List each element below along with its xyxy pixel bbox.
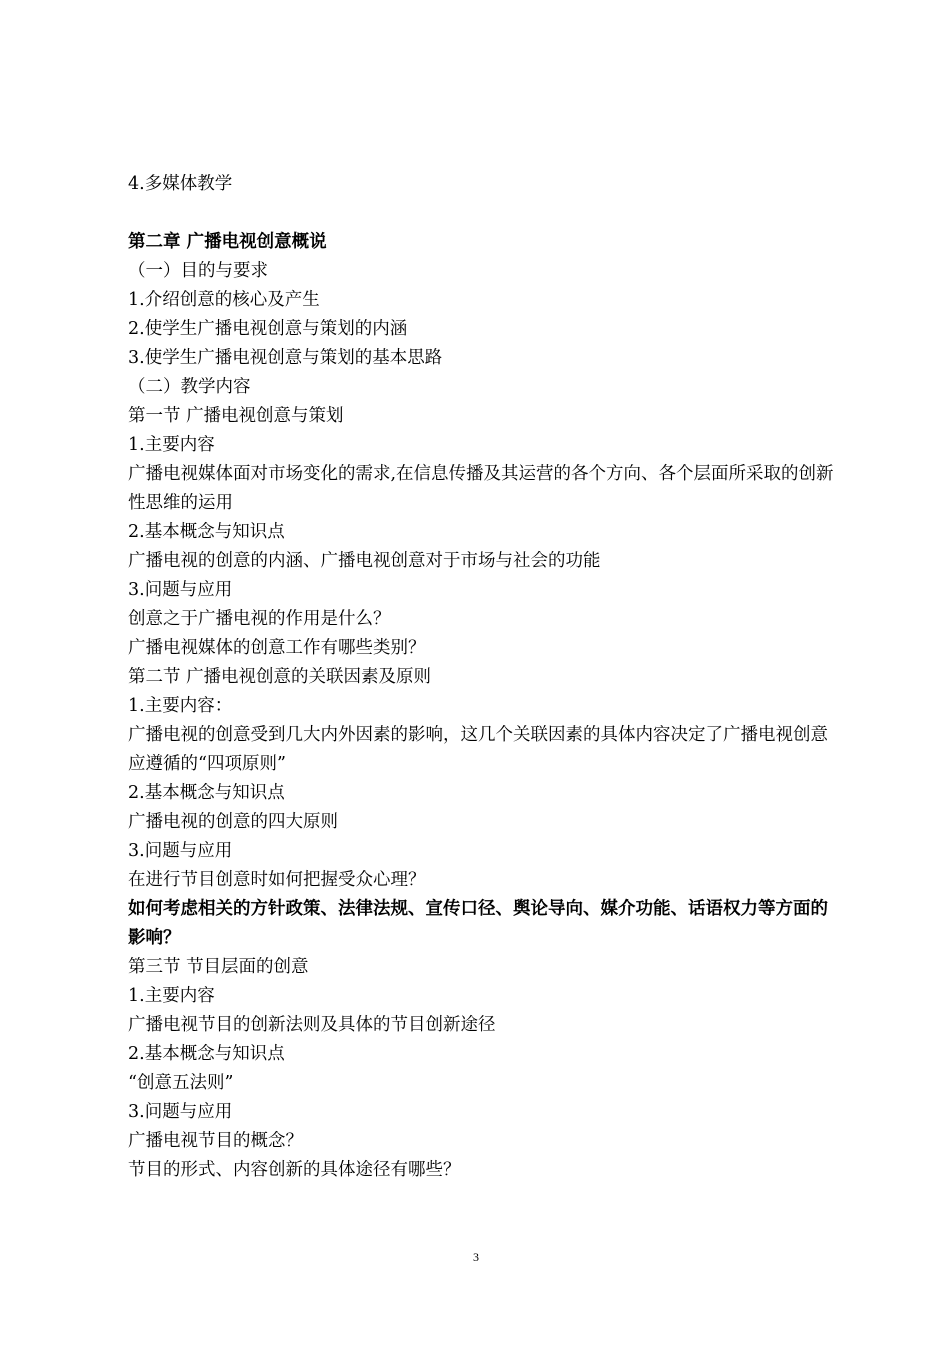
body-line: 1.主要内容 [128, 986, 215, 1006]
body-line: 广播电视的创意的内涵、广播电视创意对于市场与社会的功能 [128, 551, 601, 571]
chapter-heading: 第二章 广播电视创意概说 [128, 232, 327, 252]
subsection-heading: 第一节 广播电视创意与策划 [128, 406, 344, 426]
body-line: 广播电视节目的创新法则及具体的节目创新途径 [128, 1015, 496, 1035]
body-line: 1.介绍创意的核心及产生 [128, 290, 320, 310]
body-line: 3.问题与应用 [128, 580, 233, 600]
body-paragraph: 广播电视的创意受到几大内外因素的影响，这几个关联因素的具体内容决定了广播电视创意应遵循的“四项原则” [128, 725, 828, 774]
section-heading: （一）目的与要求 [128, 261, 268, 281]
document-body [128, 170, 840, 1185]
body-line: 2.基本概念与知识点 [128, 522, 285, 542]
body-line: 2.基本概念与知识点 [128, 1044, 285, 1064]
question-line: 广播电视节目的概念？ [128, 1131, 303, 1151]
body-line: 1.主要内容 [128, 435, 215, 455]
body-line: 3.使学生广播电视创意与策划的基本思路 [128, 348, 443, 368]
question-paragraph-bold: 如何考虑相关的方针政策、法律法规、宣传口径、舆论导向、媒介功能、话语权力等方面的影响？ [128, 899, 828, 948]
question-line: 创意之于广播电视的作用是什么？ [128, 609, 391, 629]
body-line: 2.基本概念与知识点 [128, 783, 285, 803]
body-line: “创意五法则” [128, 1073, 234, 1093]
page-number: 3 [473, 1250, 479, 1264]
body-line: 1.主要内容： [128, 696, 233, 716]
section-heading: （二）教学内容 [128, 377, 251, 397]
body-line: 3.问题与应用 [128, 841, 233, 861]
body-line: 4.多媒体教学 [128, 174, 233, 194]
body-line: 3.问题与应用 [128, 1102, 233, 1122]
body-line: 广播电视的创意的四大原则 [128, 812, 338, 832]
body-paragraph: 广播电视媒体面对市场变化的需求,在信息传播及其运营的各个方向、各个层面所采取的创新性思维的运用 [128, 464, 834, 513]
subsection-heading: 第三节 节目层面的创意 [128, 957, 309, 977]
question-line: 广播电视媒体的创意工作有哪些类别？ [128, 638, 426, 658]
question-line: 在进行节目创意时如何把握受众心理？ [128, 870, 426, 890]
paragraph-gap [128, 199, 840, 228]
body-line: 2.使学生广播电视创意与策划的内涵 [128, 319, 408, 339]
subsection-heading: 第二节 广播电视创意的关联因素及原则 [128, 667, 432, 687]
question-line: 节目的形式、内容创新的具体途径有哪些？ [128, 1160, 461, 1180]
